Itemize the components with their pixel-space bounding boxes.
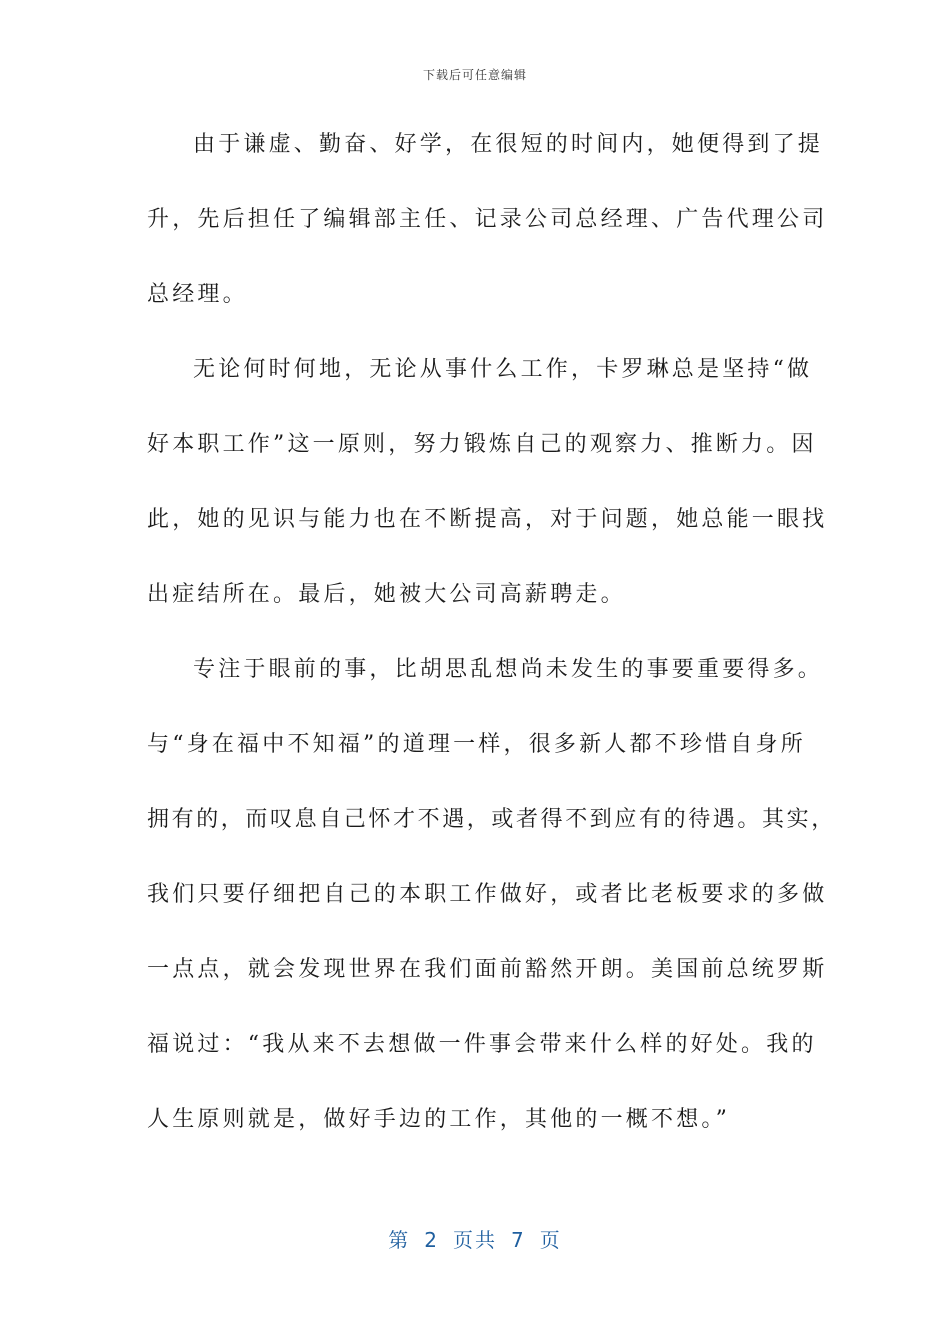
document-body	[147, 123, 836, 1173]
paragraph-3-line-5: 一点点，就会发现世界在我们面前豁然开朗。美国前总统罗斯	[147, 957, 828, 982]
paragraph-3-line-1: 专注于眼前的事，比胡思乱想尚未发生的事要重要得多。	[193, 657, 824, 682]
footer-page-number: 2	[424, 1228, 439, 1252]
paragraph-3-line-4: 我们只要仔细把自己的本职工作做好，或者比老板要求的多做	[147, 882, 828, 907]
paragraph-3-line-7: 人生原则就是，做好手边的工作，其他的一概不想。”	[147, 1107, 731, 1132]
page-footer	[0, 1224, 950, 1253]
paragraph-1-line-2: 升，先后担任了编辑部主任、记录公司总经理、广告代理公司	[147, 207, 828, 232]
paragraph-3-line-6: 福说过：“我从来不去想做一件事会带来什么样的好处。我的	[147, 1032, 817, 1057]
footer-suffix: 页	[539, 1228, 562, 1252]
footer-middle: 页共	[453, 1228, 497, 1252]
paragraph-1-line-3: 总经理。	[147, 282, 248, 307]
paragraph-1-line-1: 由于谦虚、勤奋、好学，在很短的时间内，她便得到了提	[193, 132, 824, 157]
paragraph-3-line-3: 拥有的，而叹息自己怀才不遇，或者得不到应有的待遇。其实，	[147, 807, 836, 832]
footer-total-pages: 7	[511, 1228, 526, 1252]
footer-prefix: 第	[388, 1228, 411, 1252]
paragraph-2-line-1: 无论何时何地，无论从事什么工作，卡罗琳总是坚持“做	[193, 357, 813, 382]
paragraph-3-line-2: 与“身在福中不知福”的道理一样，很多新人都不珍惜自身所	[147, 732, 806, 757]
paragraph-2-line-4: 出症结所在。最后，她被大公司高薪聘走。	[147, 582, 626, 607]
page-header: 下载后可任意编辑	[422, 68, 527, 82]
paragraph-2-line-2: 好本职工作”这一原则，努力锻炼自己的观察力、推断力。因	[147, 432, 817, 457]
paragraph-2-line-3: 此，她的见识与能力也在不断提高，对于问题，她总能一眼找	[147, 507, 828, 532]
